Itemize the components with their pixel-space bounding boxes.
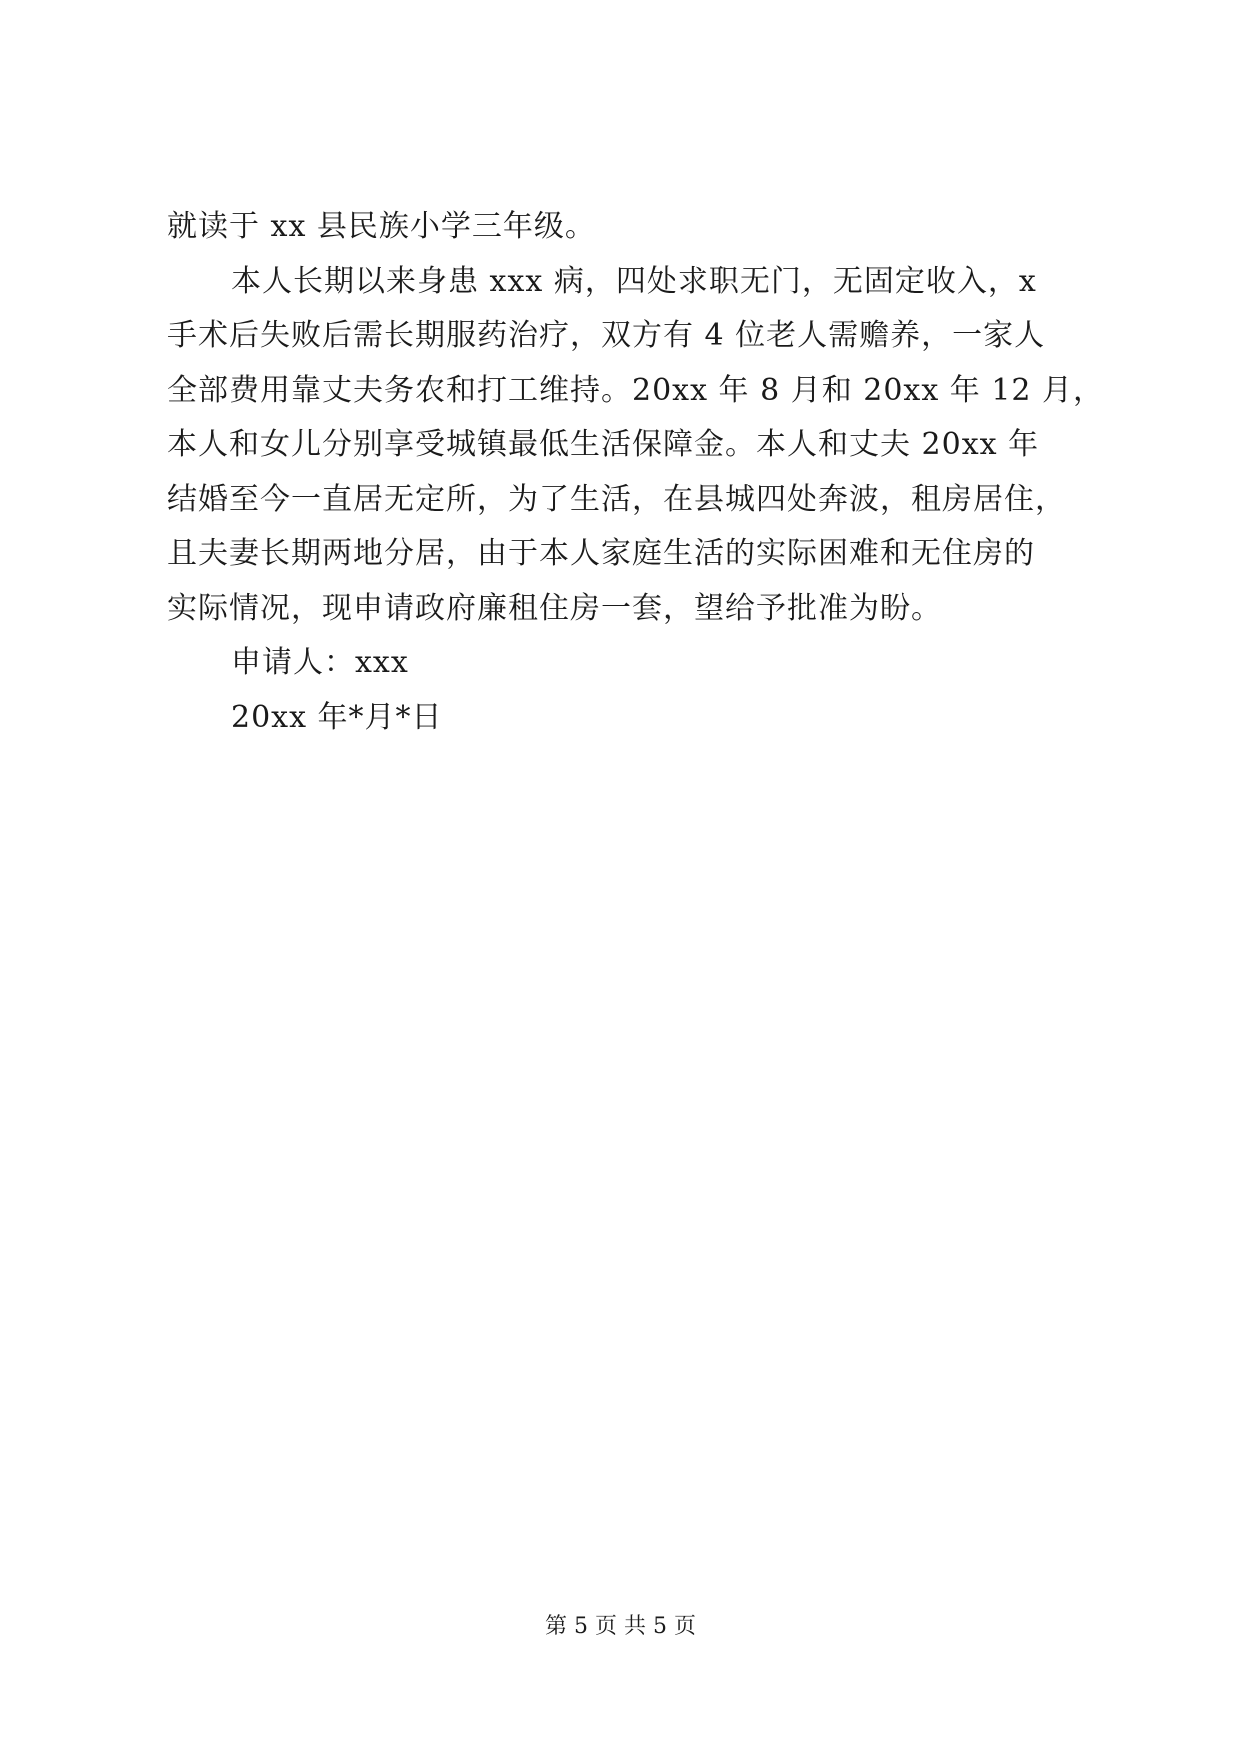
text-line: 本人和女儿分别享受城镇最低生活保障金。本人和丈夫 20xx 年 — [167, 427, 1040, 462]
text-line: 全部费用靠丈夫务农和打工维持。20xx 年 8 月和 20xx 年 12 月， — [167, 372, 1105, 408]
page-footer: 第 5 页 共 5 页 — [545, 1614, 696, 1639]
document-body — [167, 200, 1105, 745]
text-line: 实际情况，现申请政府廉租住房一套，望给予批准为盼。 — [167, 590, 942, 626]
text-line: 本人长期以来身患 xxx 病，四处求职无门，无固定收入，x — [231, 263, 1037, 299]
applicant-signature: 申请人：xxx — [231, 645, 409, 680]
text-line: 就读于 xx 县民族小学三年级。 — [167, 209, 596, 244]
text-line: 手术后失败后需长期服药治疗，双方有 4 位老人需赡养，一家人 — [167, 318, 1046, 353]
application-date: 20xx 年*月*日 — [231, 699, 443, 735]
text-line: 且夫妻长期两地分居，由于本人家庭生活的实际困难和无住房的 — [167, 536, 1035, 571]
text-line: 结婚至今一直居无定所，为了生活，在县城四处奔波，租房居住， — [167, 481, 1066, 517]
